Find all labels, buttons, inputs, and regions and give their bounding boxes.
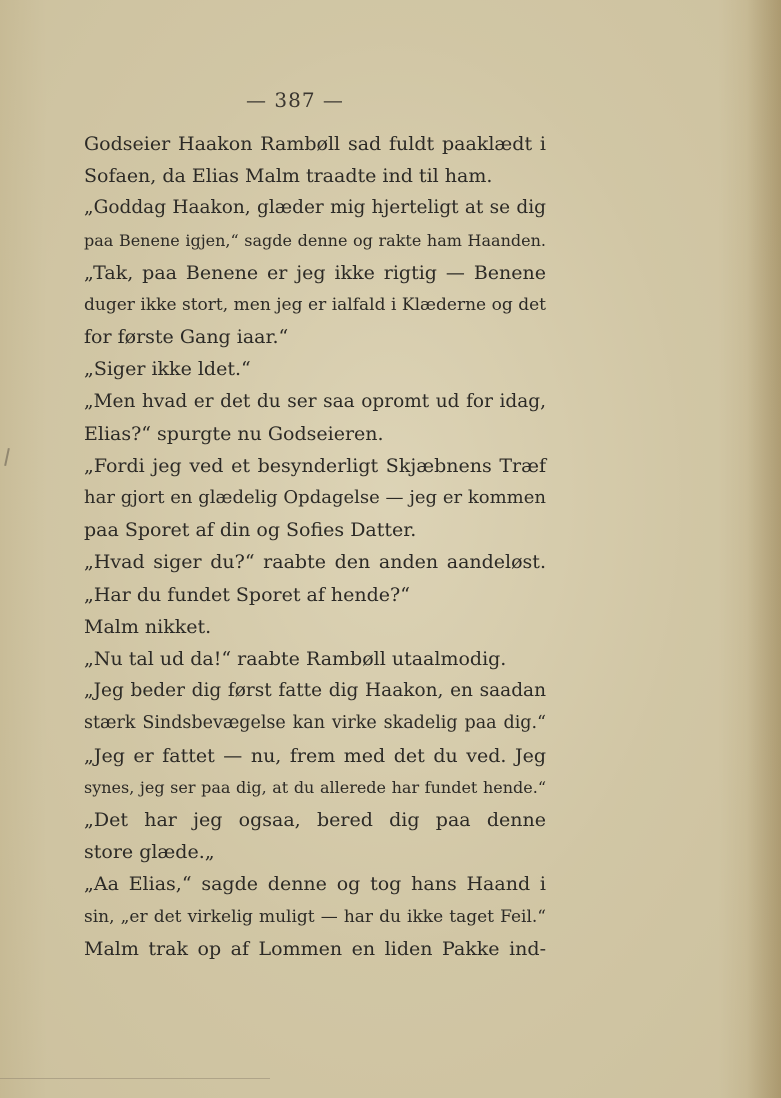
text-line: Malm nikket. <box>84 615 212 638</box>
text-line: „Goddag Haakon, glæder mig hjerteligt at se dig <box>84 197 546 219</box>
text-line: har gjort en glædelig Opdagelse — jeg er kommen <box>84 487 546 509</box>
text-line: „Siger ikke ldet.“ <box>84 358 251 381</box>
spine-shadow <box>747 0 781 1098</box>
text-line: Elias?“ spurgte nu Godseieren. <box>84 422 384 445</box>
text-line: „Aa Elias,“ sagde denne og tog hans Haand i <box>84 873 546 896</box>
text-line: „Det har jeg ogsaa, bered dig paa denne <box>84 808 546 831</box>
text-line: „Hvad siger du?“ raabte den anden aandeløst. <box>84 551 546 574</box>
text-line: „Nu tal ud da!“ raabte Rambøll utaalmodig. <box>84 648 507 670</box>
bottom-edge-line <box>0 1078 270 1079</box>
text-line: „Har du fundet Sporet af hende?“ <box>84 583 410 606</box>
text-line: „Fordi jeg ved et besynderligt Skjæbnens Træf <box>84 454 546 477</box>
text-line: stærk Sindsbevægelse kan virke skadelig paa dig.“ <box>84 713 546 734</box>
text-line: Malm trak op af Lommen en liden Pakke ind- <box>84 937 546 960</box>
margin-pencil-mark <box>4 448 10 466</box>
text-line: „Tak, paa Benene er jeg ikke rigtig — Benene <box>84 261 546 284</box>
text-line: sin, „er det virkelig muligt — har du ikke taget Feil.“ <box>84 906 546 927</box>
text-line: paa Sporet af din og Sofies Datter. <box>84 519 417 542</box>
text-line: Godseier Haakon Rambøll sad fuldt paaklædt i <box>84 133 546 155</box>
text-line: paa Benene igjen,“ sagde denne og rakte ham Haanden. <box>84 230 546 250</box>
text-line: „Jeg beder dig først fatte dig Haakon, en saadan <box>84 680 546 702</box>
text-line: synes, jeg ser paa dig, at du allerede har fundet hende.“ <box>84 777 546 797</box>
text-line: store glæde.„ <box>84 841 215 864</box>
text-line: Sofaen, da Elias Malm traadte ind til ham. <box>84 165 493 188</box>
text-line: „Jeg er fattet — nu, frem med det du ved. Jeg <box>84 744 546 767</box>
text-line: duger ikke stort, men jeg er ialfald i Klæderne og det <box>84 294 546 315</box>
text-line: „Men hvad er det du ser saa opromt ud for idag, <box>84 390 546 412</box>
page-number: — 387 — <box>246 88 344 112</box>
body-text <box>84 128 546 965</box>
text-line: for første Gang iaar.“ <box>84 326 289 349</box>
